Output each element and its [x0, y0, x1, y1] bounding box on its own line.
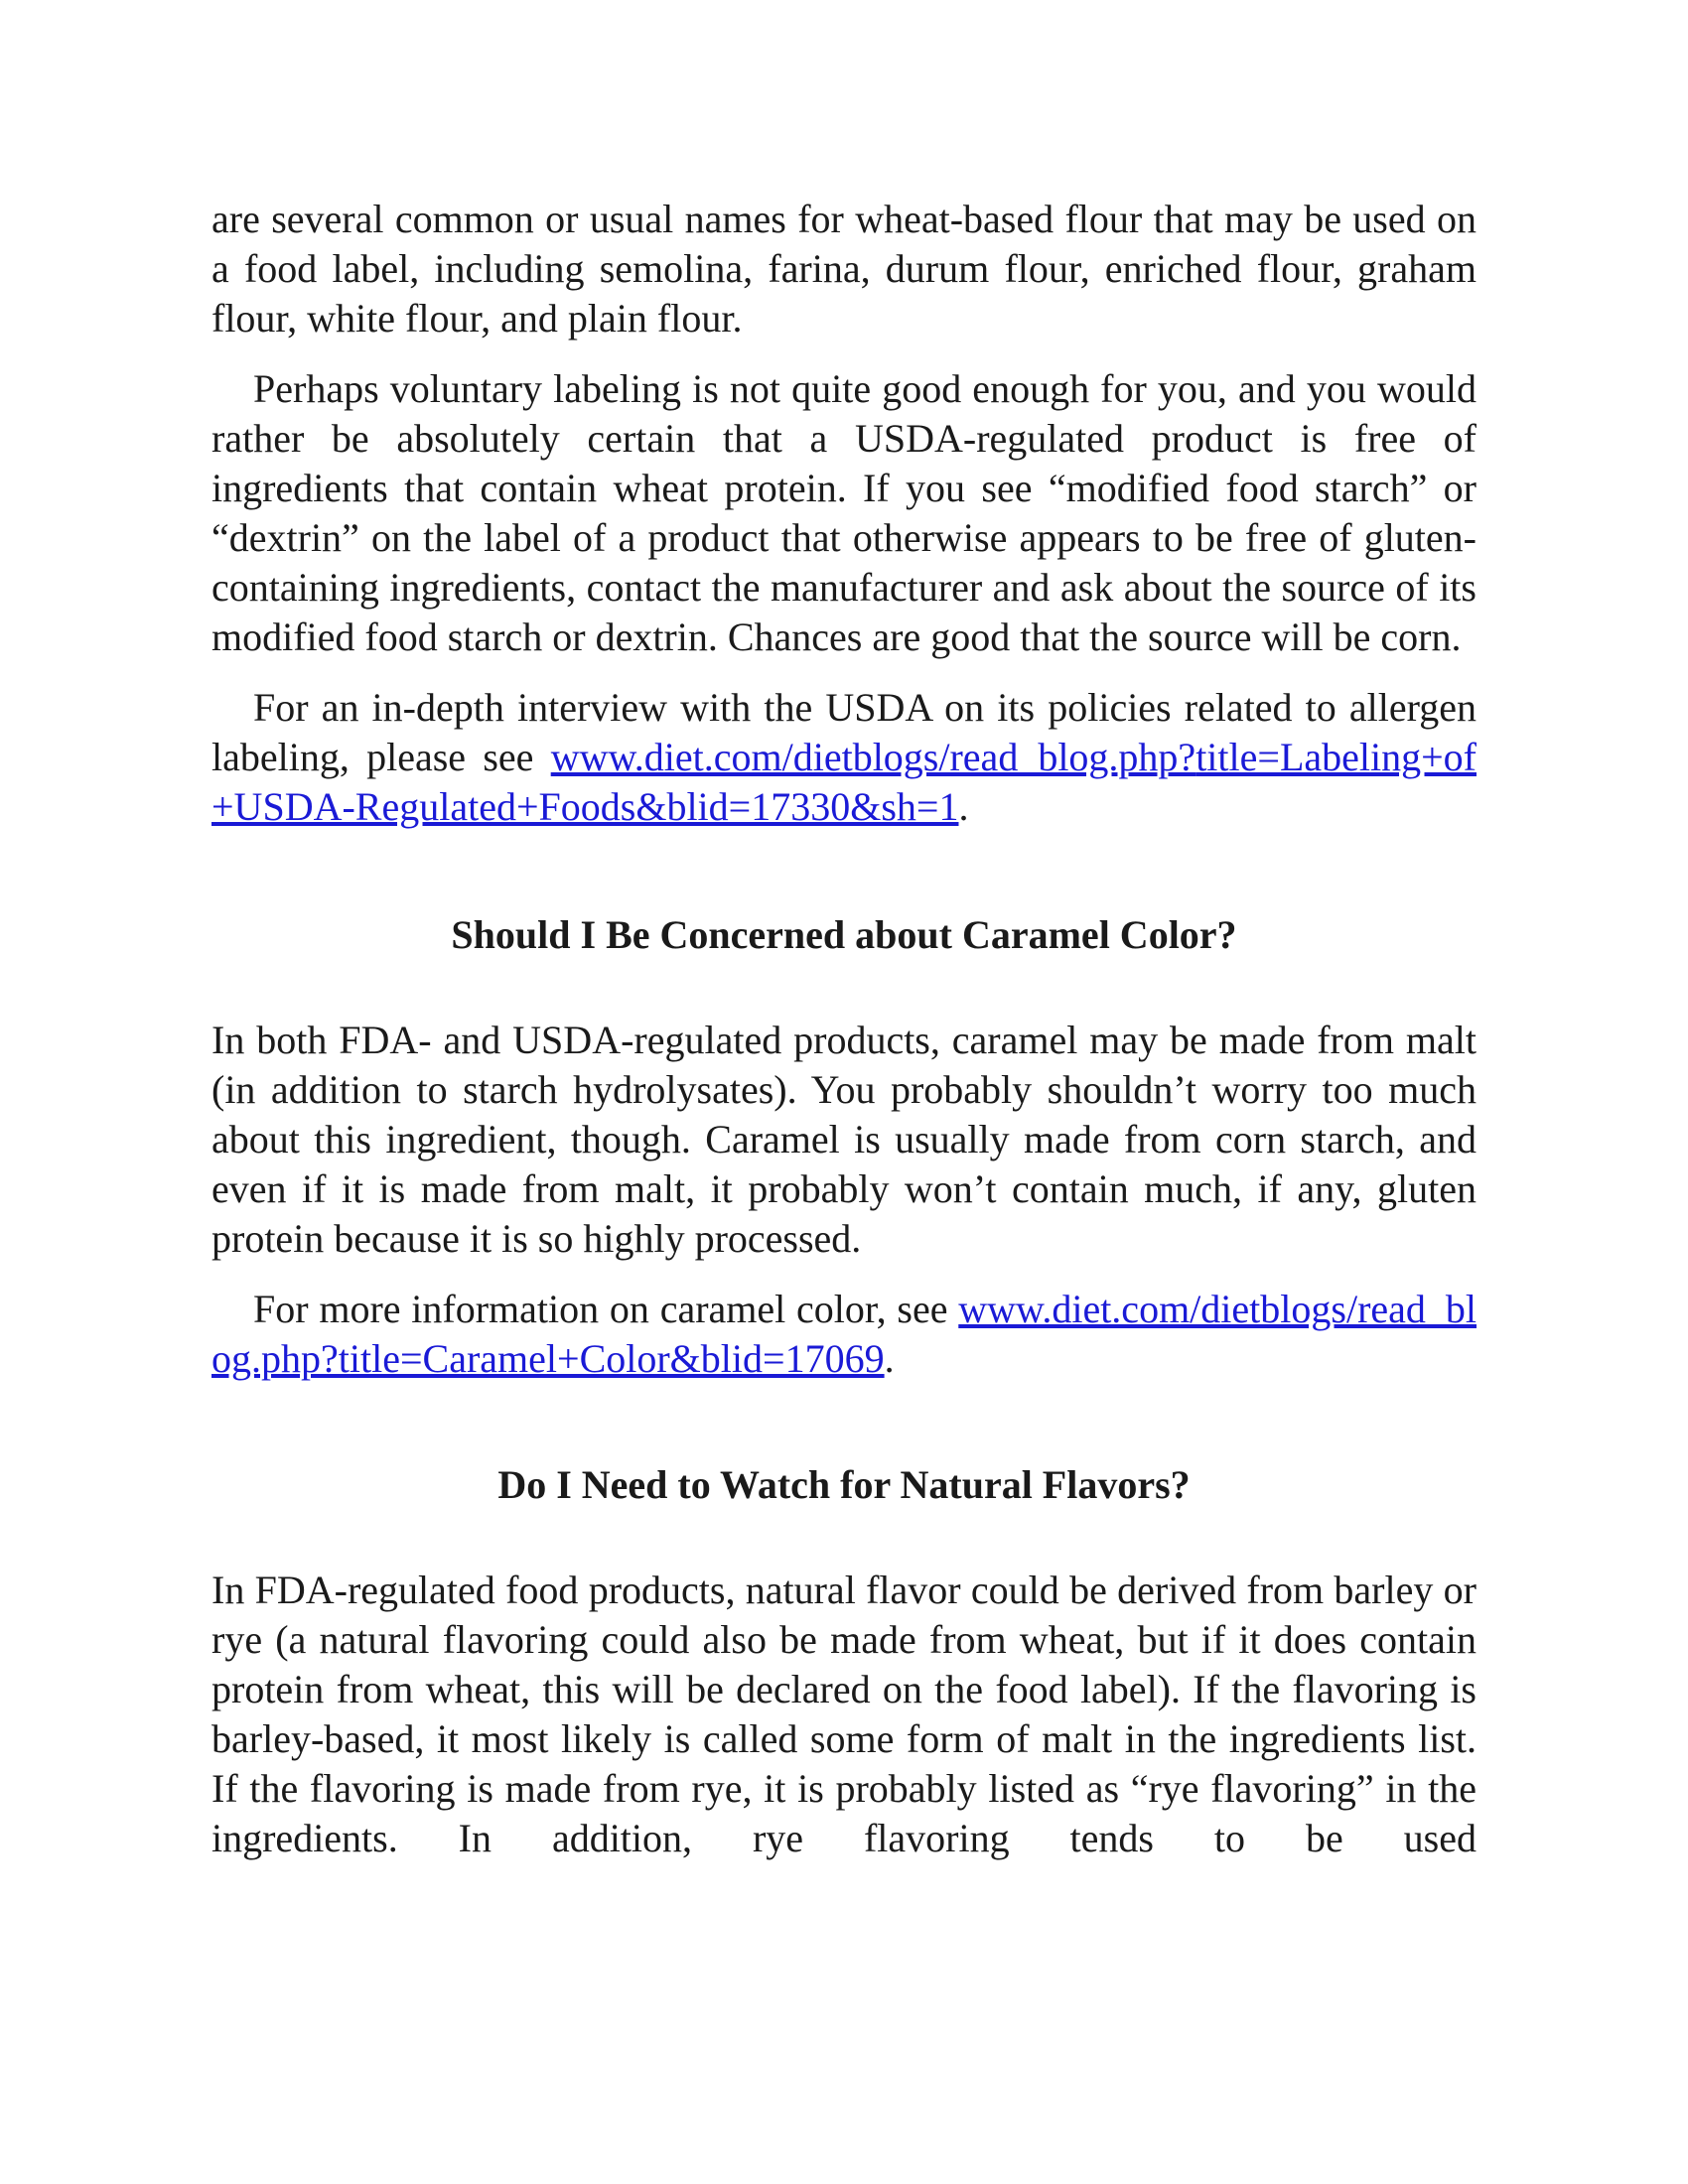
paragraph-caramel-malt: In both FDA- and USDA-regulated products, caramel may be made from malt (in addition to starch hydrolysates). You probably shouldn’t worry too much about this ingredient, though. Caramel is usually made from corn starch, and even if it is made from malt, it probably won’t contain much, if any, gluten protein because it is so highly processed. [211, 1018, 1477, 1261]
usda-labeling-link-part2: title=Labeling+of+USDA-Regulated+Foods&blid=17330&sh=1 [211, 735, 1477, 829]
heading-natural-flavors: Do I Need to Watch for Natural Flavors? [497, 1462, 1191, 1507]
caramel-color-link[interactable]: www.diet.com/dietblogs/read_blog.php?title=Caramel+Color&blid=17069 [211, 1287, 1477, 1381]
paragraph-voluntary-labeling: Perhaps voluntary labeling is not quite good enough for you, and you would rather be absolutely certain that a USDA-regulated product is free of ingredients that contain wheat protein. If you see “modified food starch” or “dextrin” on the label of a product that otherwise appears to be free of gluten-containing ingredients, contact the manufacturer and ask about the source of its modified food starch or dextrin. Chances are good that the source will be corn. [211, 366, 1477, 659]
usda-labeling-link-part1: www.diet.com/dietblogs/read_blog.php? [550, 735, 1196, 779]
usda-interview-end-punct: . [958, 784, 969, 829]
usda-interview-lead-text: For an in-depth interview with the USDA on its policies related to allergen labeling, please see [211, 685, 1477, 779]
paragraph-natural-flavor: In FDA-regulated food products, natural flavor could be derived from barley or rye (a natural flavoring could also be made from wheat, but if it does contain protein from wheat, this will be declared on the food label). If the flavoring is barley-based, it most likely is called some form of malt in the ingredients list. If the flavoring is made from rye, it is probably listed as “rye flavoring” in the ingredients. In addition, rye flavoring tends to be used [211, 1568, 1477, 1860]
paragraph-caramel-more-info [211, 1285, 1477, 1384]
document-page [211, 195, 1477, 1863]
heading-caramel-color: Should I Be Concerned about Caramel Color? [451, 912, 1237, 957]
caramel-more-info-end-punct: . [884, 1336, 895, 1381]
caramel-more-info-lead-text: For more information on caramel color, see [253, 1287, 948, 1331]
paragraph-wheat-flour-names: are several common or usual names for wheat-based flour that may be used on a food label, including semolina, farina, durum flour, enriched flour, graham flour, white flour, and plain flour. [211, 197, 1477, 341]
paragraph-usda-interview [211, 683, 1477, 832]
